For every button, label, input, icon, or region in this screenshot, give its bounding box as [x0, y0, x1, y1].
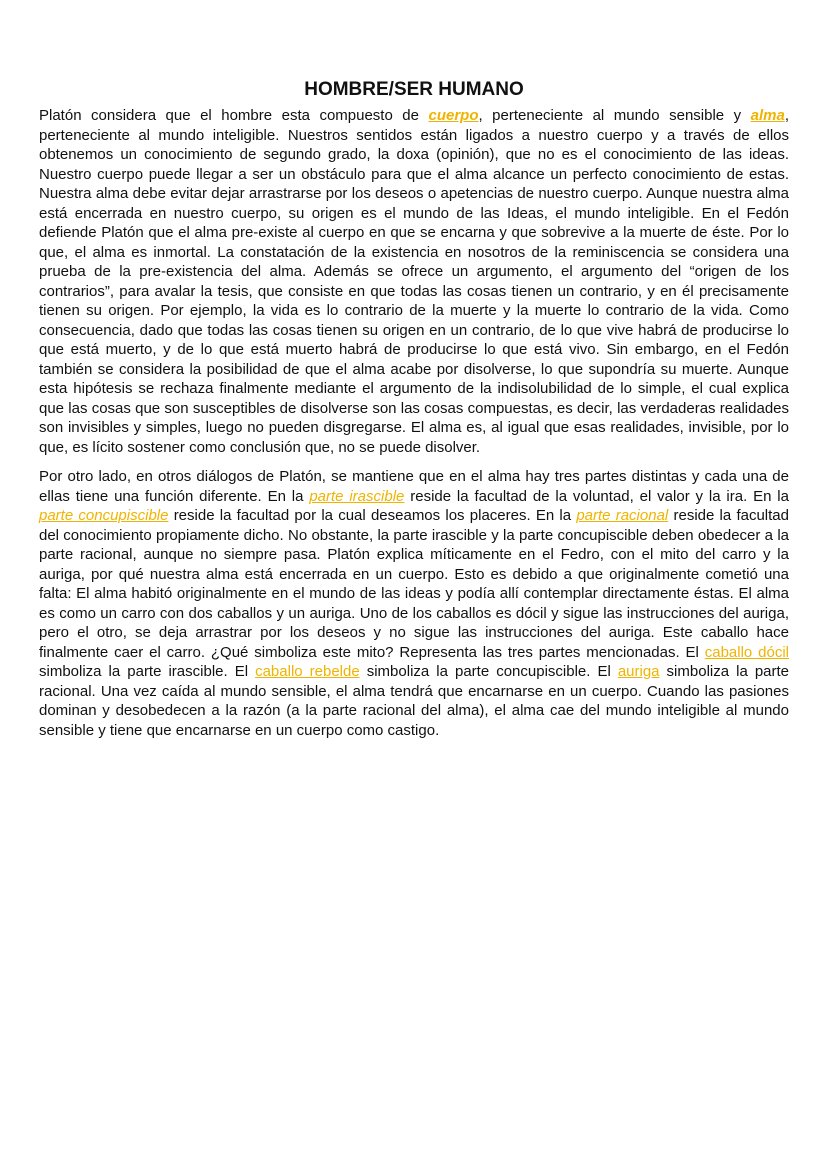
text-run: reside la facultad del conocimiento propiamente dicho. No obstante, la parte irascible y la parte concupiscible deben obedecer a la parte racional, aunque no siempre pasa. Platón explica míticamente en el Fedro, con el mito del carro y la auriga, por qué nuestra alma está encerrada en un cuerpo. Esto es debido a que originalmente cometió una falta: El alma habitó originalmente en el mundo de las ideas y podía allí contemplar directamente éstas. El alma es como un carro con dos caballos y un auriga. Uno de los caballos es dócil y sigue las instrucciones del auriga, pero el otro, se deja arrastrar por los deseos y no sigue las instrucciones del auriga. Este caballo hace finalmente caer el carro. ¿Qué simboliza este mito? Representa las tres partes mencionadas. El [39, 507, 789, 661]
text-run: , perteneciente al mundo sensible y [478, 107, 751, 124]
page-title: HOMBRE/SER HUMANO [304, 79, 524, 100]
document-page [39, 78, 789, 750]
text-run: reside la facultad por la cual deseamos los placeres. En la [168, 507, 577, 524]
text-run: Platón considera que el hombre esta compuesto de [39, 107, 429, 124]
keyword-parte-racional: parte racional [576, 507, 669, 524]
paragraph-2 [39, 467, 789, 740]
text-run: reside la facultad de la voluntad, el valor y la ira. En la [404, 487, 789, 505]
keyword-parte-concupiscible: parte concupiscible [39, 507, 169, 524]
keyword-cuerpo: cuerpo [428, 107, 479, 124]
keyword-alma: alma [750, 107, 785, 124]
text-run: Por otro lado, en otros diálogos de Platón, se mantiene que en el alma hay tres partes distintas y cada una de ellas tiene una función diferente. En la [39, 468, 789, 505]
keyword-caballo-rebelde: caballo rebelde [255, 663, 360, 680]
keyword-auriga: auriga [617, 663, 660, 680]
text-run: , perteneciente al mundo inteligible. Nuestros sentidos están ligados a nuestro cuerpo y a través de ellos obtenemos un conocimiento de segundo grado, la doxa (opinión), que no es el conocimiento de las ideas. Nuestro cuerpo puede llegar a ser un obstáculo para que el alma alcance un perfecto conocimiento de estas. Nuestra alma debe evitar dejar arrastrarse por los deseos o apetencias de nuestro cuerpo. Aunque nuestra alma está encerrada en nuestro cuerpo, su origen es el mundo de las Ideas, el mundo inteligible. En el Fedón defiende Platón que el alma pre-existe al cuerpo en que se encarna y que sobrevive a la muerte de éste. Por lo que, el alma es inmortal. La constatación de la existencia en nosotros de la reminiscencia se considera una prueba de la pre-existencia del alma. Además se ofrece un argumento, el argumento del “origen de los contrarios”, para avalar la tesis, que consiste en que todas las cosas tienen un contrario, y en él precisamente tienen su origen. Por ejemplo, la vida es lo contrario de la muerte y la muerte lo contrario de la vida. Como consecuencia, dado que todas las cosas tienen su origen en un contrario, de lo que vive habrá de producirse lo que está muerto, y de lo que está muerto habrá de producirse lo que está vivo. Sin embargo, en el Fedón también se considera la posibilidad de que el alma acabe por disolverse, lo que supondría su muerte. Aunque esta hipótesis se rechaza finalmente mediante el argumento de la indisolubilidad de lo simple, el cual explica que las cosas que son susceptibles de disolverse son las cosas compuestas, es decir, las verdaderas realidades son invisibles y simples, luego no pueden disgregarse. El alma es, al igual que esas realidades, invisible, por lo que, es lícito sostener como conclusión que, no se puede disolver. [39, 107, 789, 456]
text-run: simboliza la parte irascible. El [39, 663, 256, 680]
paragraph-1 [39, 106, 789, 457]
keyword-caballo-docil: caballo dócil [704, 643, 789, 661]
text-run: simboliza la parte concupiscible. El [359, 663, 618, 680]
keyword-parte-irascible: parte irascible [309, 487, 405, 505]
text-run: simboliza la parte racional. Una vez caída al mundo sensible, el alma tendrá que encarnarse en un cuerpo. Cuando las pasiones dominan y desobedecen a la razón (a la parte racional del alma), el alma cae del mundo inteligible al mundo sensible y tiene que encarnarse en un cuerpo como castigo. [39, 663, 790, 739]
